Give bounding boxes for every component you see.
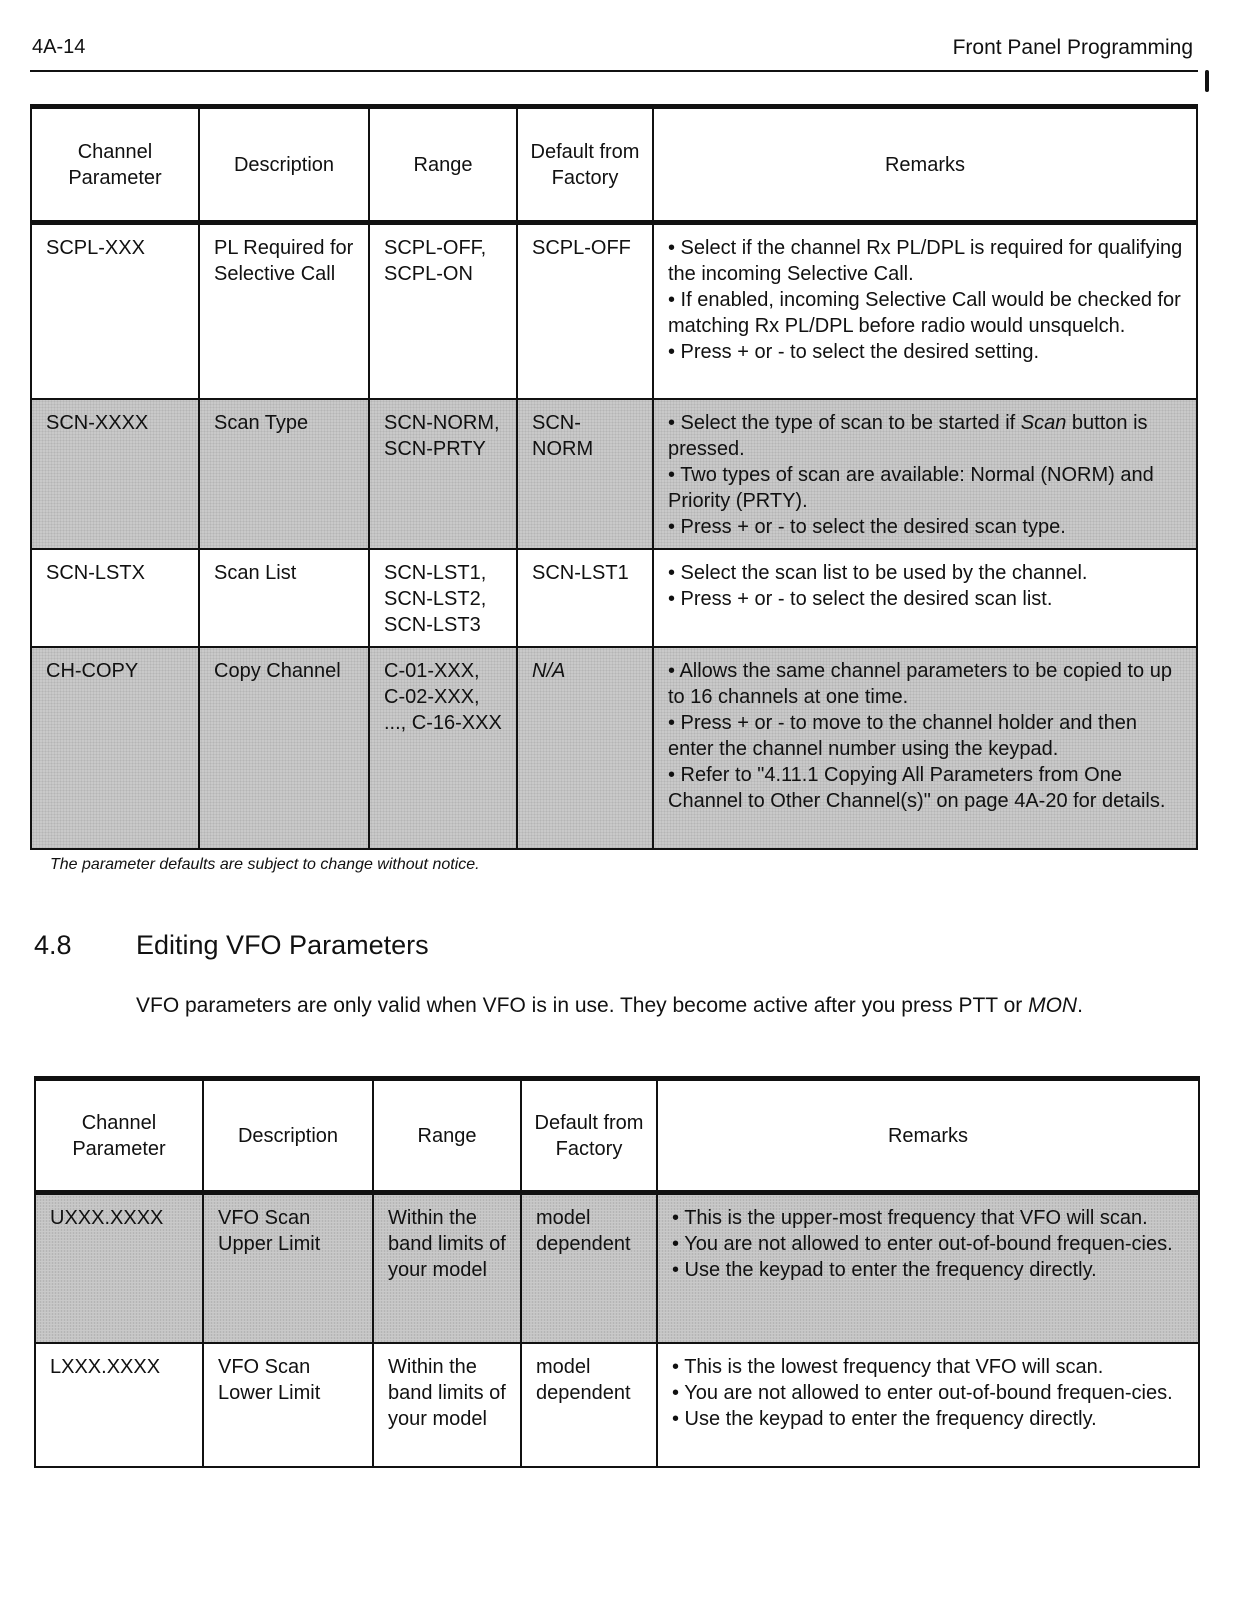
- cell-remarks: [653, 647, 1197, 849]
- cell-description: VFO Scan Upper Limit: [203, 1193, 373, 1343]
- table-row: [35, 1193, 1199, 1343]
- cell-remarks: [657, 1193, 1199, 1343]
- cell-default: model dependent: [521, 1193, 657, 1343]
- table-row: [31, 549, 1197, 647]
- table-footnote: The parameter defaults are subject to change without notice.: [50, 856, 480, 873]
- cell-range: Within the band limits of your model: [373, 1193, 521, 1343]
- table-header-row: [31, 107, 1197, 223]
- column-header-default: Default from Factory: [517, 107, 653, 223]
- remark-line: [668, 710, 1184, 762]
- cell-description: Scan Type: [199, 399, 369, 549]
- section-title: Editing VFO Parameters: [136, 930, 429, 960]
- column-header-parameter: Channel Parameter: [31, 107, 199, 223]
- cell-range: SCN-LST1, SCN-LST2, SCN-LST3: [369, 549, 517, 647]
- table-header-row: [35, 1079, 1199, 1193]
- remark-text: • Select the scan list to be used by the channel.: [668, 561, 1088, 584]
- remark-text: • Use the keypad to enter the frequency directly.: [672, 1407, 1097, 1430]
- remark-text: • Allows the same channel parameters to be copied to up to 16 channels at one time.: [668, 659, 1172, 708]
- remark-line: [668, 462, 1184, 514]
- remark-text: • Press + or - to select the desired setting.: [668, 341, 1040, 363]
- cell-range: Within the band limits of your model: [373, 1343, 521, 1467]
- remark-text: • Press + or - to move to the channel holder and then enter the channel number using the keypad.: [668, 711, 1137, 760]
- cell-default: SCN-LST1: [517, 549, 653, 647]
- cell-remarks: [653, 549, 1197, 647]
- remark-text: • Press + or - to select the desired scan list.: [668, 587, 1053, 610]
- remark-line: [668, 658, 1184, 710]
- cell-parameter: SCPL-XXX: [31, 223, 199, 399]
- cell-default: SCPL-OFF: [517, 223, 653, 399]
- cell-default: SCN-NORM: [517, 399, 653, 549]
- remark-line: [668, 235, 1184, 287]
- cell-parameter: CH-COPY: [31, 647, 199, 849]
- cell-description: PL Required for Selective Call: [199, 223, 369, 399]
- remark-text: • Select if the channel Rx PL/DPL is required for qualifying the incoming Selective Call.: [668, 237, 1183, 285]
- remark-text: • Two types of scan are available: Normal (NORM) and Priority (PRTY).: [668, 463, 1154, 512]
- header-rule: [30, 70, 1198, 72]
- page-number: 4A-14: [32, 36, 86, 58]
- remark-line: [668, 514, 1184, 540]
- remark-text: • If enabled, incoming Selective Call would be checked for matching Rx PL/DPL before radio would unsquelch.: [668, 289, 1181, 337]
- column-header-remarks: Remarks: [653, 107, 1197, 223]
- cell-remarks: [653, 223, 1197, 399]
- intro-end: .: [1077, 994, 1083, 1017]
- remark-text: • Select the type of scan to be started if: [668, 411, 1021, 434]
- remark-line: [668, 762, 1184, 814]
- cell-parameter: SCN-LSTX: [31, 549, 199, 647]
- column-header-description: Description: [203, 1079, 373, 1193]
- remark-text: • Use the keypad to enter the frequency directly.: [672, 1259, 1097, 1281]
- cell-default: model dependent: [521, 1343, 657, 1467]
- table-row: [31, 399, 1197, 549]
- remark-text-after: button is pressed.: [668, 411, 1148, 460]
- cell-range: C-01-XXX, C-02-XXX, ..., C-16-XXX: [369, 647, 517, 849]
- page-edge-mark: [1205, 70, 1209, 92]
- section-intro: [136, 992, 1176, 1020]
- section-number: 4.8: [34, 930, 72, 960]
- cell-description: Copy Channel: [199, 647, 369, 849]
- chapter-title: Front Panel Programming: [952, 36, 1193, 59]
- remark-text: • You are not allowed to enter out-of-bound frequen-cies.: [672, 1233, 1173, 1255]
- remark-line: [672, 1380, 1186, 1406]
- remark-text: • This is the upper-most frequency that VFO will scan.: [672, 1207, 1148, 1229]
- cell-parameter: SCN-XXXX: [31, 399, 199, 549]
- remark-line: [668, 560, 1184, 586]
- remark-line: [672, 1205, 1186, 1231]
- channel-parameters-table: [30, 104, 1198, 850]
- table-row: [35, 1343, 1199, 1467]
- cell-description: Scan List: [199, 549, 369, 647]
- cell-default: N/A: [517, 647, 653, 849]
- vfo-parameters-table: [34, 1076, 1200, 1468]
- remark-line: [668, 339, 1184, 365]
- remark-line: [672, 1406, 1186, 1432]
- table-row: [31, 223, 1197, 399]
- remark-text: • Press + or - to select the desired scan type.: [668, 515, 1066, 538]
- cell-description: VFO Scan Lower Limit: [203, 1343, 373, 1467]
- remark-line: [672, 1257, 1186, 1283]
- remark-emphasis: Scan: [1020, 411, 1067, 434]
- column-header-default: Default from Factory: [521, 1079, 657, 1193]
- cell-remarks: [657, 1343, 1199, 1467]
- column-header-range: Range: [373, 1079, 521, 1193]
- column-header-parameter: Channel Parameter: [35, 1079, 203, 1193]
- intro-text: VFO parameters are only valid when VFO is in use. They become active after you press PTT or: [136, 994, 1029, 1017]
- remark-text: • This is the lowest frequency that VFO will scan.: [672, 1355, 1104, 1378]
- cell-remarks: [653, 399, 1197, 549]
- cell-range: SCPL-OFF, SCPL-ON: [369, 223, 517, 399]
- intro-mon: MON: [1028, 994, 1078, 1017]
- remark-text: • You are not allowed to enter out-of-bound frequen-cies.: [672, 1381, 1173, 1404]
- table-row: [31, 647, 1197, 849]
- remark-line: [668, 410, 1184, 462]
- cell-parameter: UXXX.XXXX: [35, 1193, 203, 1343]
- column-header-remarks: Remarks: [657, 1079, 1199, 1193]
- cell-parameter: LXXX.XXXX: [35, 1343, 203, 1467]
- remark-line: [668, 287, 1184, 339]
- cell-range: SCN-NORM, SCN-PRTY: [369, 399, 517, 549]
- column-header-range: Range: [369, 107, 517, 223]
- column-header-description: Description: [199, 107, 369, 223]
- remark-line: [668, 586, 1184, 612]
- remark-line: [672, 1231, 1186, 1257]
- remark-line: [672, 1354, 1186, 1380]
- remark-text: • Refer to "4.11.1 Copying All Parameters from One Channel to Other Channel(s)" on page 4A-20 for details.: [668, 763, 1166, 812]
